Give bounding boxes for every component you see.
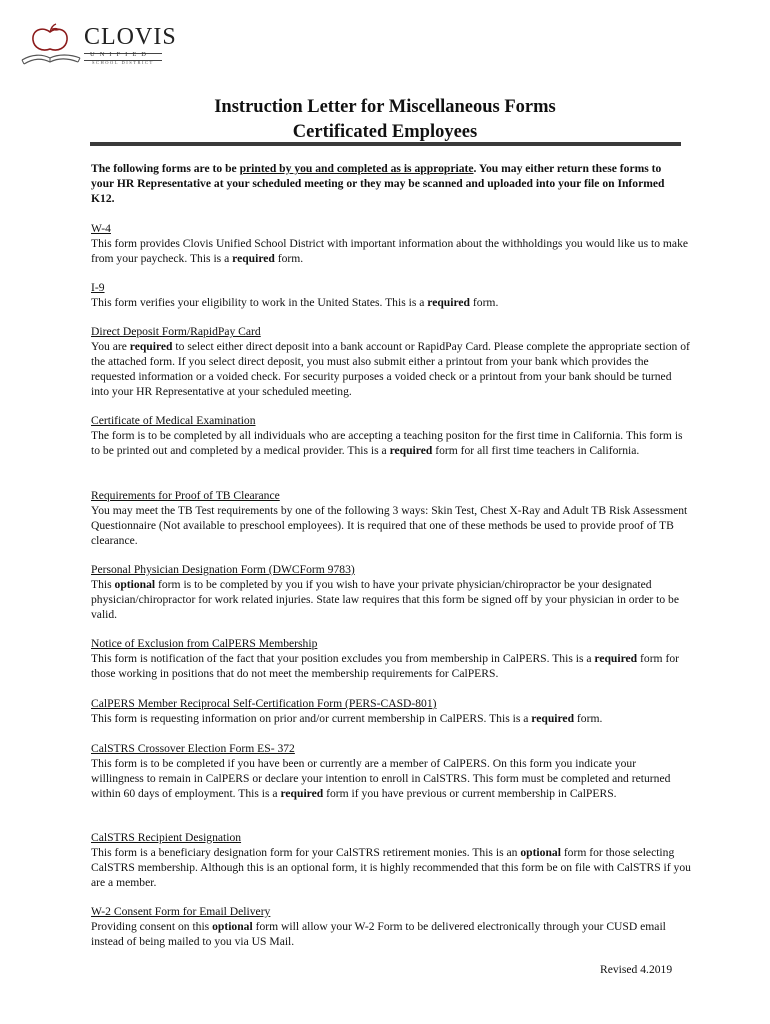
section-heading: W-4 — [91, 222, 111, 235]
section-emphasis: required — [594, 652, 638, 665]
section-heading: Requirements for Proof of TB Clearance — [91, 489, 280, 502]
section-body — [91, 577, 691, 622]
section-text: form. — [574, 712, 603, 725]
section-text: You are — [91, 340, 130, 353]
intro-text: The following forms are to be — [91, 162, 240, 175]
document-title — [90, 95, 680, 145]
revision-date: Revised 4.2019 — [600, 963, 673, 976]
section-text: to select either direct deposit into a bank account or RapidPay Card. Please complete the appropriate section of the attached form. If you select direct deposit, you must also submit either a printout from your bank which provides the requested information or a voided check. For security purposes a voided check or a printout from your bank should be turned into your HR Representative at your scheduled meeting. — [91, 340, 690, 398]
section-text: Providing consent on this — [91, 920, 213, 933]
section-text: This form verifies your eligibility to work in the United States. This is a — [91, 296, 428, 309]
title-line-2: Certificated Employees — [292, 122, 478, 142]
section-body — [91, 428, 691, 458]
section-text: form is to be completed by you if you wish to have your private physician/chiropractor be your designated physician/chiropractor for work related injuries. State law requires that this form be signed off by your physician in order to be valid. — [91, 578, 680, 621]
section-emphasis: optional — [520, 846, 561, 859]
section-body — [91, 339, 691, 399]
section-heading: Notice of Exclusion from CalPERS Membership — [91, 637, 318, 650]
section-heading: I-9 — [91, 281, 105, 294]
section-text: form for those selecting CalSTRS membership. Although this is an optional form, it is highly recommended that this form be on file with CalSTRS if you are a member. — [91, 846, 691, 889]
section-body — [91, 295, 691, 310]
intro-text: . You may either return these forms to your HR Representative at your scheduled meeting or they may be scanned and uploaded into your file on Informed K12. — [91, 162, 665, 205]
section-text: This form is a beneficiary designation form for your CalSTRS retirement monies. This is an — [91, 846, 521, 859]
section-physician-designation — [91, 562, 691, 622]
section-emphasis: required — [427, 296, 471, 309]
section-emphasis: optional — [114, 578, 156, 591]
section-emphasis: optional — [212, 920, 253, 933]
section-body — [91, 503, 691, 548]
section-emphasis: required — [232, 252, 275, 265]
section-text: form will allow your W-2 Form to be delivered electronically through your CUSD email instead of being mailed to you via US Mail. — [91, 920, 666, 948]
section-body — [91, 711, 691, 726]
section-heading: CalSTRS Crossover Election Form ES- 372 — [91, 742, 295, 755]
section-body — [91, 756, 691, 801]
section-emphasis: required — [531, 712, 575, 725]
section-text: form if you have previous or current membership in CalPERS. — [323, 787, 617, 800]
title-rule — [90, 142, 681, 146]
section-emphasis: required — [280, 787, 324, 800]
section-heading: CalPERS Member Reciprocal Self-Certification Form (PERS-CASD-801) — [91, 697, 437, 710]
logo-wordmark: CLOVIS — [84, 24, 177, 50]
section-text: The form is to be completed by all individuals who are accepting a teaching positon for the first time in California. This form is to be printed out and completed by a medical provider. This is a — [91, 429, 683, 457]
title-line-1: Instruction Letter for Miscellaneous Forms — [214, 97, 556, 117]
section-w4 — [91, 221, 691, 266]
section-i9 — [91, 280, 691, 310]
section-emphasis: required — [129, 340, 173, 353]
section-body — [91, 845, 691, 890]
apple-book-icon — [20, 22, 82, 70]
logo-subtitle: UNIFIED — [90, 51, 151, 58]
section-emphasis: required — [389, 444, 433, 457]
section-text: This form is to be completed if you have been or currently are a member of CalPERS. On this form you indicate your willingness to remain in CalPERS or declare your intention to enroll in CalSTRS. This form must be completed and returned within 60 days of employment. This is a — [91, 757, 671, 800]
section-heading: W-2 Consent Form for Email Delivery — [91, 905, 271, 918]
intro-paragraph — [91, 161, 685, 206]
section-calpers-exclusion — [91, 636, 691, 681]
section-direct-deposit — [91, 324, 691, 399]
section-text: You may meet the TB Test requirements by one of the following 3 ways: Skin Test, Chest X-Ray and Adult TB Risk Assessment Questionnaire (Not available to preschool employees). It is required that one of these methods be used to provide proof of TB clearance. — [91, 504, 688, 547]
section-text: This form is notification of the fact that your position excludes you from membership in CalPERS. This is a — [91, 652, 595, 665]
section-heading: Direct Deposit Form/RapidPay Card — [91, 325, 261, 338]
clovis-unified-logo — [20, 22, 177, 70]
section-heading: Personal Physician Designation Form (DWCForm 9783) — [91, 563, 355, 576]
section-medical-exam — [91, 413, 691, 458]
section-text: form. — [274, 252, 304, 265]
section-text: This form provides Clovis Unified School District with important information about the withholdings you would like us to make from your paycheck. This is a — [91, 237, 689, 265]
section-body — [91, 651, 691, 681]
logo-tagline: SCHOOL DISTRICT — [92, 60, 154, 65]
section-text: form for all first time teachers in California. — [432, 444, 640, 457]
section-text: form. — [470, 296, 499, 309]
section-calstrs-crossover — [91, 741, 691, 801]
section-text: This form is requesting information on prior and/or current membership in CalPERS. This is a — [91, 712, 532, 725]
section-text: This — [91, 578, 115, 591]
section-heading: Certificate of Medical Examination — [91, 414, 256, 427]
intro-underlined-text: printed by you and completed as is appropriate — [239, 162, 474, 175]
section-w2-consent — [91, 904, 691, 949]
section-text: form for those working in positions that do not meet the membership requirements for CalPERS. — [91, 652, 679, 680]
section-body — [91, 919, 691, 949]
section-calstrs-recipient — [91, 830, 691, 890]
section-calpers-reciprocal — [91, 696, 691, 726]
section-tb-clearance — [91, 488, 691, 548]
section-body — [91, 236, 691, 266]
section-heading: CalSTRS Recipient Designation — [91, 831, 242, 844]
